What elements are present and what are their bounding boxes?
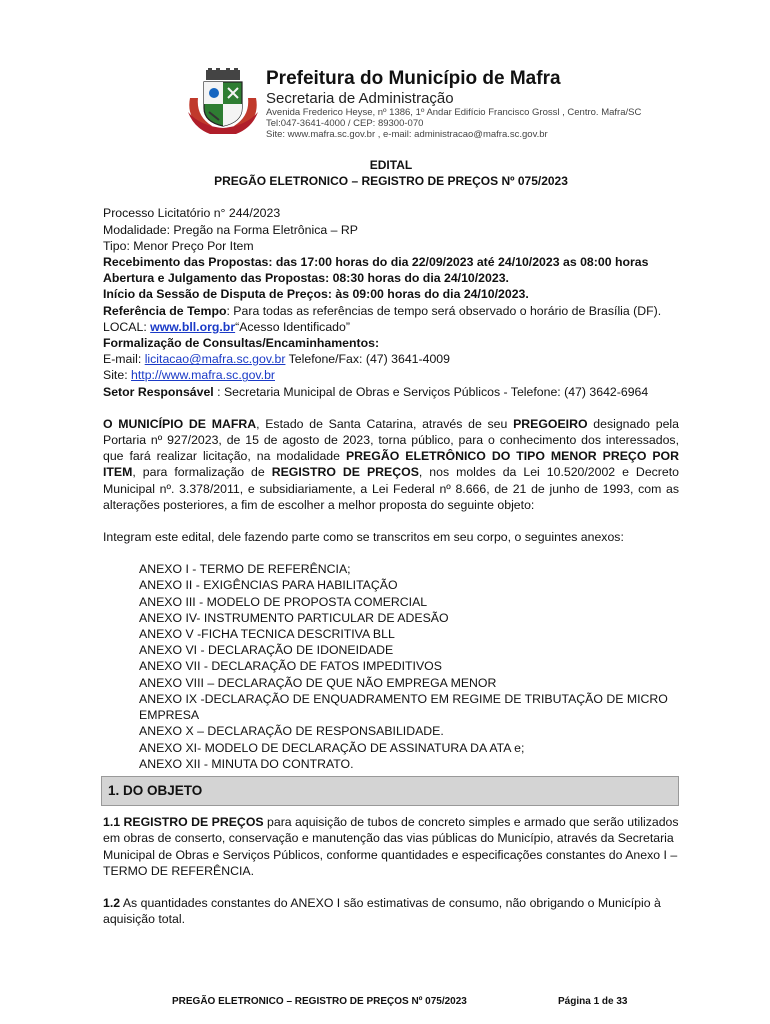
site-email: Site: www.mafra.sc.gov.br , e-mail: administracao@mafra.sc.gov.br (266, 129, 548, 140)
clause-1-1: 1.1 REGISTRO DE PREÇOS para aquisição de tubos de concreto simples e armado que serão utilizados em obras de conserto, conservação e manutenção das vias públicas do Município, através da Secretaria Municipal de Obras e Serviços Públicos, conforme quantidades e especificações constantes do Anexo I – TERMO DE REFERÊNCIA. (103, 815, 679, 878)
site-line: Site: http://www.mafra.sc.gov.br (103, 368, 275, 383)
annex-list (139, 561, 679, 772)
setor: Setor Responsável : Secretaria Municipal de Obras e Serviços Públicos - Telefone: (47) 3642-6964 (103, 384, 649, 399)
modalidade: Modalidade: Pregão na Forma Eletrônica – RP (103, 222, 358, 237)
page-number: Página 1 de 33 (558, 996, 628, 1007)
integram-text: Integram este edital, dele fazendo parte como se transcritos em seu corpo, o seguintes anexos: (103, 530, 624, 545)
email-link[interactable]: licitacao@mafra.sc.gov.br (144, 352, 286, 367)
local-link[interactable]: www.bll.org.br (150, 319, 236, 334)
department-name: Secretaria de Administração (266, 90, 454, 107)
footer-title: PREGÃO ELETRONICO – REGISTRO DE PREÇOS Nº 075/2023 (172, 996, 467, 1007)
list-item: ANEXO VII - DECLARAÇÃO DE FATOS IMPEDITIVOS (139, 659, 442, 674)
section-heading: 1. DO OBJETO (101, 776, 679, 806)
tipo: Tipo: Menor Preço Por Item (103, 238, 254, 253)
list-item: ANEXO I - TERMO DE REFERÊNCIA; (139, 562, 351, 577)
document-body (103, 157, 679, 927)
letterhead (186, 68, 686, 138)
list-item: ANEXO XII - MINUTA DO CONTRATO. (139, 756, 354, 771)
clause-1-2: 1.2 As quantidades constantes do ANEXO I são estimativas de consumo, não obrigando o Município à aquisição total. (103, 895, 661, 927)
doc-subtitle: PREGÃO ELETRONICO – REGISTRO DE PREÇOS Nº 075/2023 (214, 174, 568, 189)
address: Avenida Frederico Heyse, nº 1386, 1º Andar Edifício Francisco Grossl , Centro. Mafra/SC (266, 107, 642, 118)
doc-title: EDITAL (369, 158, 413, 172)
org-name: Prefeitura do Município de Mafra (266, 68, 561, 89)
list-item: ANEXO VI - DECLARAÇÃO DE IDONEIDADE (139, 643, 394, 658)
site-link[interactable]: http://www.mafra.sc.gov.br (131, 368, 275, 383)
formalizacao: Formalização de Consultas/Encaminhamentos: (103, 336, 380, 351)
processo: Processo Licitatório n° 244/2023 (103, 206, 281, 221)
list-item: ANEXO V -FICHA TECNICA DESCRITIVA BLL (139, 627, 395, 642)
list-item: ANEXO II - EXIGÊNCIAS PARA HABILITAÇÃO (139, 578, 398, 593)
list-item: ANEXO IV- INSTRUMENTO PARTICULAR DE ADESÃO (139, 610, 449, 625)
referencia-tempo: Referência de Tempo: Para todas as referências de tempo será observado o horário de Brasília (DF). (103, 303, 662, 318)
abertura: Abertura e Julgamento das Propostas: 08:30 horas do dia 24/10/2023. (103, 271, 509, 286)
intro-paragraph: O MUNICÍPIO DE MAFRA, Estado de Santa Catarina, através de seu PREGOEIRO designado pela Portaria nº 927/2023, de 15 de agosto de 2023, torna público, para o conhecimento dos interessados, que fará realizar licitação, na modalidade PREGÃO ELETRÔNICO DO TIPO MENOR PREÇO POR ITEM, para formalização de REGISTRO DE PREÇOS, nos moldes da Lei 10.520/2002 e Decreto Municipal nº. 3.378/2011, e subsidiariamente, a Lei Federal nº 8.666, de 21 de junho de 1993, com as alterações posteriores, a fim de escolher a melhor proposta do seguinte objeto: (103, 416, 680, 512)
list-item: ANEXO VIII – DECLARAÇÃO DE QUE NÃO EMPREGA MENOR (139, 675, 497, 690)
local: LOCAL: www.bll.org.br“Acesso Identificado” (103, 319, 350, 334)
recebimento: Recebimento das Propostas: das 17:00 horas do dia 22/09/2023 até 24/10/2023 as 08:00 horas (103, 255, 649, 270)
inicio: Início da Sessão de Disputa de Preços: às 09:00 horas do dia 24/10/2023. (103, 287, 529, 302)
list-item: ANEXO IX -DECLARAÇÃO DE ENQUADRAMENTO EM REGIME DE TRIBUTAÇÃO DE MICRO EMPRESA (139, 691, 668, 723)
phone: Tel:047-3641-4000 / CEP: 89300-070 (266, 118, 424, 129)
list-item: ANEXO X – DECLARAÇÃO DE RESPONSABILIDADE. (139, 724, 444, 739)
coat-of-arms-icon (186, 68, 260, 136)
email-line: E-mail: licitacao@mafra.sc.gov.br Telefone/Fax: (47) 3641-4009 (103, 352, 450, 367)
list-item: ANEXO XI- MODELO DE DECLARAÇÃO DE ASSINATURA DA ATA e; (139, 740, 525, 755)
list-item: ANEXO III - MODELO DE PROPOSTA COMERCIAL (139, 594, 428, 609)
